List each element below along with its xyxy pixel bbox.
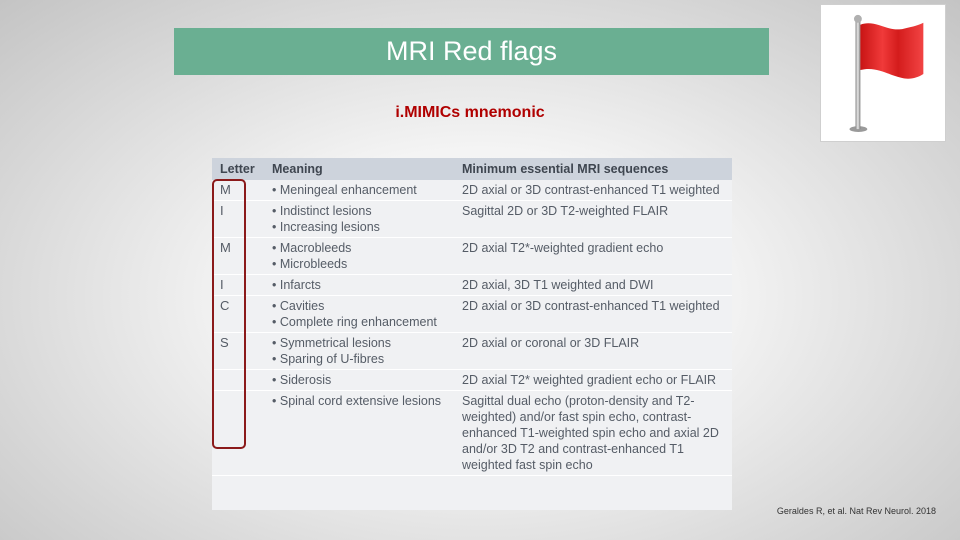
table-row: [212, 333, 732, 370]
row-meaning: [264, 370, 454, 391]
flag-pole-top: [854, 15, 862, 23]
row-sequence: 2D axial or coronal or 3D FLAIR: [454, 333, 732, 370]
row-sequence: 2D axial or 3D contrast-enhanced T1 weighted: [454, 296, 732, 333]
row-meaning: [264, 180, 454, 201]
meaning-item: • Infarcts: [272, 277, 448, 293]
flag-cloth: [860, 23, 923, 79]
table-row: [212, 275, 732, 296]
slide-subtitle: i.MIMICs mnemonic: [395, 104, 545, 121]
red-flag-image: [820, 4, 946, 142]
table-row: [212, 238, 732, 275]
meaning-item: • Symmetrical lesions: [272, 335, 448, 351]
row-sequence: 2D axial, 3D T1 weighted and DWI: [454, 275, 732, 296]
header-sequences: Minimum essential MRI sequences: [462, 161, 669, 176]
meaning-item: • Meningeal enhancement: [272, 182, 448, 198]
header-meaning: Meaning: [272, 161, 323, 176]
slide-title: MRI Red flags: [385, 36, 558, 66]
meaning-item: • Increasing lesions: [272, 219, 448, 235]
table-row: [212, 370, 732, 391]
row-meaning: [264, 238, 454, 275]
red-flag-icon: [821, 5, 945, 141]
row-letter: M: [212, 238, 264, 275]
row-meaning: [264, 201, 454, 238]
header-letter: Letter: [220, 161, 255, 176]
meaning-item: • Cavities: [272, 298, 448, 314]
row-letter: M: [212, 180, 264, 201]
row-sequence: Sagittal dual echo (proton-density and T2-weighted) and/or fast spin echo, contrast-enhanced T1-weighted spin echo and axial 2D and/or 3D T2 and contrast-enhanced T1 weighted fast spin echo: [454, 391, 732, 476]
table-row: [212, 201, 732, 238]
meaning-item: • Siderosis: [272, 372, 448, 388]
meaning-item: • Indistinct lesions: [272, 203, 448, 219]
citation: Geraldes R, et al. Nat Rev Neurol. 2018: [776, 506, 936, 516]
row-meaning: [264, 333, 454, 370]
table-header-row: [212, 158, 732, 180]
row-letter: S: [212, 333, 264, 370]
row-meaning: [264, 391, 454, 476]
row-meaning: [264, 296, 454, 333]
mnemonic-table: [212, 158, 732, 510]
row-letter: I: [212, 275, 264, 296]
meaning-item: • Macrobleeds: [272, 240, 448, 256]
meaning-item: • Sparing of U-fibres: [272, 351, 448, 367]
table-row: [212, 180, 732, 201]
meaning-item: • Spinal cord extensive lesions: [272, 393, 448, 409]
row-letter: C: [212, 296, 264, 333]
row-meaning: [264, 275, 454, 296]
row-sequence: Sagittal 2D or 3D T2-weighted FLAIR: [454, 201, 732, 238]
row-letter: I: [212, 201, 264, 238]
row-sequence: 2D axial T2*-weighted gradient echo: [454, 238, 732, 275]
row-sequence: 2D axial or 3D contrast-enhanced T1 weighted: [454, 180, 732, 201]
meaning-item: • Complete ring enhancement: [272, 314, 448, 330]
row-sequence: 2D axial T2* weighted gradient echo or FLAIR: [454, 370, 732, 391]
table-row: [212, 391, 732, 476]
letter-column-highlight: [212, 179, 246, 449]
table-row: [212, 296, 732, 333]
title-bar: [174, 28, 769, 75]
meaning-item: • Microbleeds: [272, 256, 448, 272]
flag-pole: [855, 19, 860, 129]
